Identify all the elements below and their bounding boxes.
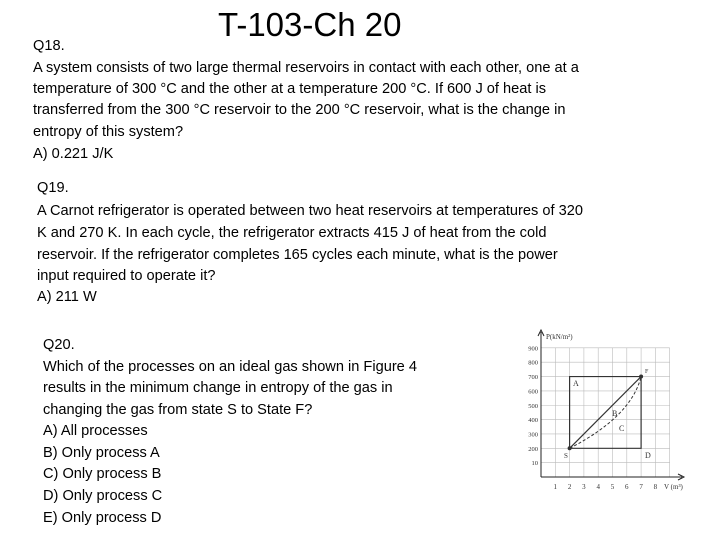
x-tick-label: 2 bbox=[567, 483, 572, 491]
q19-line: reservoir. If the refrigerator completes 165 cycles each minute, what is the power bbox=[37, 247, 558, 263]
q18-number: Q18. bbox=[33, 38, 65, 54]
page-title: T-103-Ch 20 bbox=[218, 6, 402, 43]
q18-line: temperature of 300 °C and the other at a temperature 200 °C. If 600 J of heat is bbox=[33, 81, 547, 97]
y-tick-label: 200 bbox=[528, 445, 538, 453]
y-tick-label: 600 bbox=[528, 388, 538, 396]
y-tick-label: 800 bbox=[528, 359, 538, 367]
q20-option-c: C) Only process B bbox=[43, 466, 162, 482]
y-axis-label: P(kN/m²) bbox=[546, 333, 573, 341]
state-f-point bbox=[639, 375, 643, 379]
x-tick-label: 3 bbox=[582, 483, 586, 491]
q19-line: A Carnot refrigerator is operated between two heat reservoirs at temperatures of 320 bbox=[37, 203, 583, 219]
x-tick-label: 8 bbox=[653, 483, 658, 491]
x-tick-label: 6 bbox=[625, 483, 629, 491]
q20-option-e: E) Only process D bbox=[43, 510, 162, 526]
y-tick-label: 900 bbox=[528, 345, 538, 353]
x-tick-label: 7 bbox=[639, 483, 643, 491]
y-tick-label: 300 bbox=[528, 431, 538, 439]
y-tick-label: 400 bbox=[528, 417, 538, 425]
q19-line: K and 270 K. In each cycle, the refrigerator extracts 415 J of heat from the cold bbox=[37, 225, 547, 241]
q20-option-a: A) All processes bbox=[43, 423, 148, 439]
q19-line: input required to operate it? bbox=[37, 268, 216, 284]
q18-line: transferred from the 300 °C reservoir to the 200 °C reservoir, what is the change in bbox=[33, 102, 566, 118]
label-b: B bbox=[612, 409, 618, 418]
q19-number: Q19. bbox=[37, 180, 69, 196]
q20-option-b: B) Only process A bbox=[43, 445, 160, 461]
q20-line: results in the minimum change in entropy of the gas in bbox=[43, 380, 393, 396]
q20-option-d: D) Only process C bbox=[43, 488, 163, 504]
state-s-point bbox=[568, 446, 572, 450]
label-f: F bbox=[645, 369, 649, 375]
label-d: D bbox=[645, 451, 651, 460]
y-tick-label: 700 bbox=[528, 374, 538, 382]
x-tick-label: 5 bbox=[610, 483, 615, 491]
label-c: C bbox=[619, 424, 625, 433]
label-s: S bbox=[564, 452, 568, 460]
q18-line: entropy of this system? bbox=[33, 124, 184, 140]
y-tick-label: 500 bbox=[528, 402, 538, 410]
q20-line: Which of the processes on an ideal gas shown in Figure 4 bbox=[43, 359, 417, 375]
x-tick-label: 4 bbox=[596, 483, 600, 491]
q18-line: A system consists of two large thermal reservoirs in contact with each other, one at a bbox=[33, 60, 579, 76]
label-a: A bbox=[573, 379, 579, 388]
q18-answer: A) 0.221 J/K bbox=[33, 146, 114, 162]
x-axis-label: V (m³) bbox=[664, 483, 683, 491]
x-tick-label: 1 bbox=[553, 483, 558, 491]
process-b-path bbox=[570, 377, 642, 449]
y-tick-label: 10 bbox=[531, 460, 538, 468]
q20-line: changing the gas from state S to State F? bbox=[43, 402, 313, 418]
q19-answer: A) 211 W bbox=[37, 289, 97, 305]
q20-number: Q20. bbox=[43, 337, 75, 353]
